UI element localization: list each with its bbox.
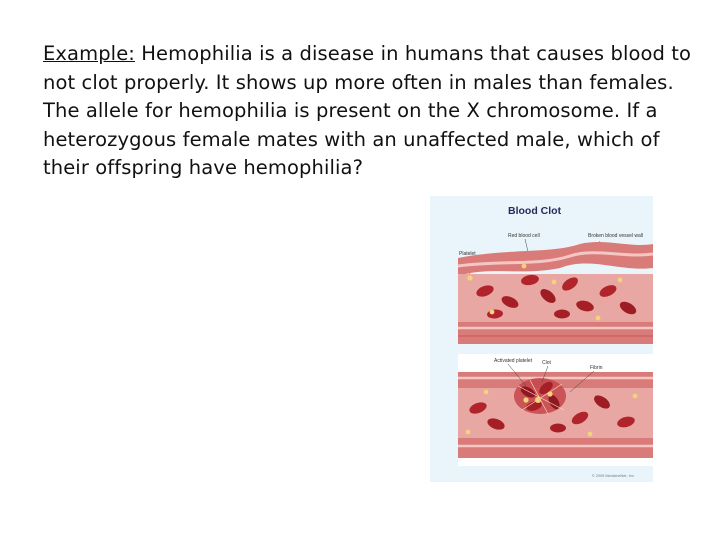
text-line-1-rest: Hemophilia is a disease in humans that causes blood to (134, 42, 692, 65)
label-clot: Clot (542, 360, 551, 366)
copyright-notice: © 2009 MedicineNet, Inc. (592, 474, 635, 478)
figure-title: Blood Clot (508, 205, 562, 217)
blood-clot-svg (430, 196, 653, 482)
text-line-4: heterozygous female mates with an unaffected male, which of (43, 127, 660, 151)
label-activated-platelet: Activated platelet (494, 358, 533, 364)
text-line-2: not clot properly. It shows up more often in males than females. (43, 70, 674, 94)
question-text (43, 40, 692, 183)
vessel-top-panel (458, 242, 653, 344)
label-broken-vessel-wall: Broken blood vessel wall (588, 233, 644, 239)
label-platelet: Platelet (459, 251, 476, 257)
label-red-blood-cell: Red blood cell (508, 233, 540, 239)
text-line-3: The allele for hemophilia is present on the X chromosome. If a (43, 99, 658, 123)
example-label: Example: (43, 42, 135, 65)
label-fibrin: Fibrin (590, 365, 603, 371)
text-line-5: their offspring have hemophilia? (43, 156, 364, 180)
blood-clot-illustration (430, 196, 653, 482)
vessel-bottom-panel (458, 364, 653, 458)
text-line-1 (43, 40, 692, 69)
